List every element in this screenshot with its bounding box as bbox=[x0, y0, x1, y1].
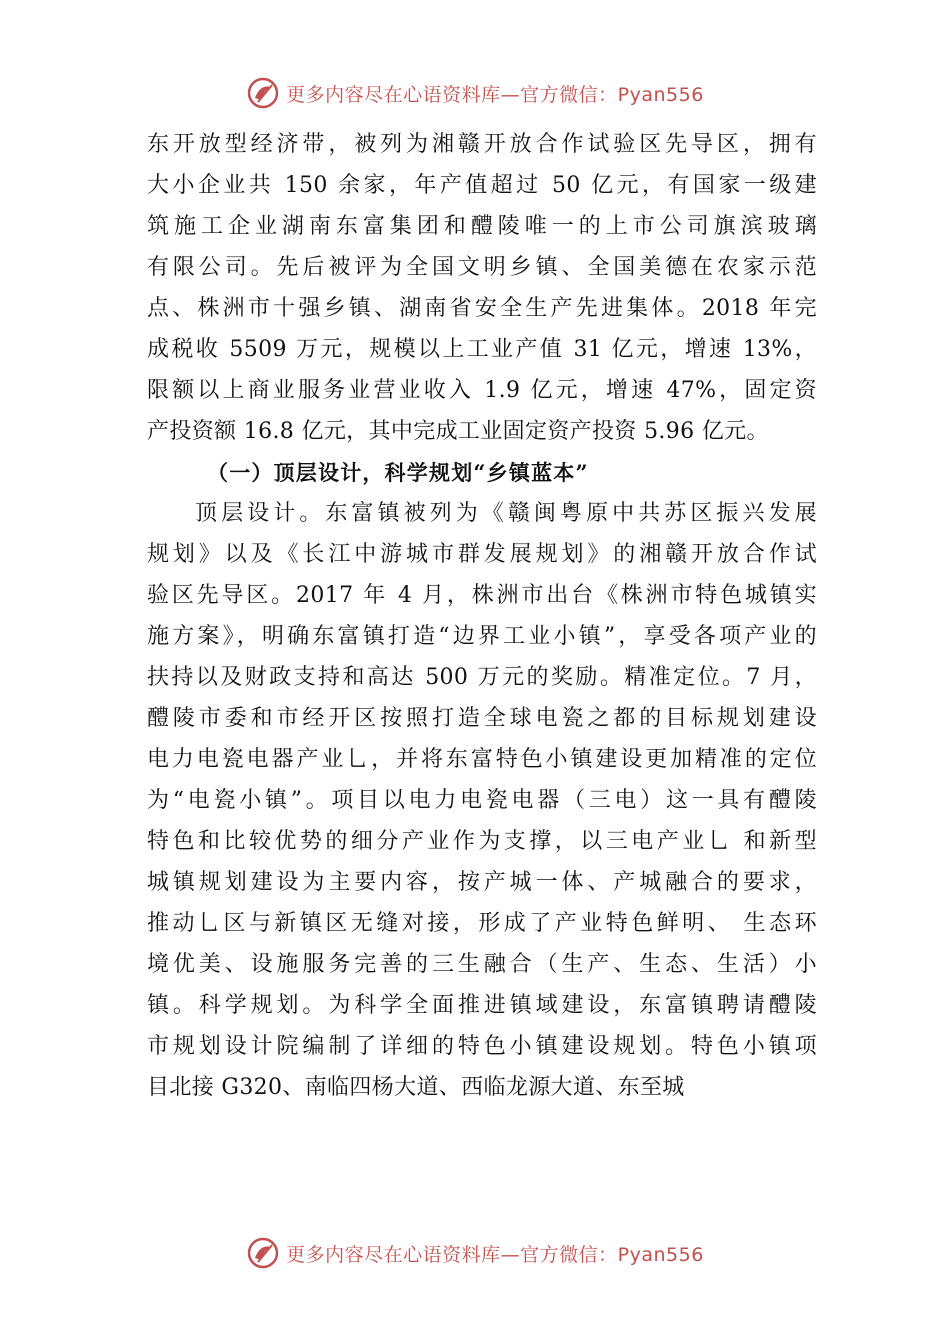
body-line: 东开放型经济带，被列为湘赣开放合作试验区先导区，拥有 bbox=[147, 132, 817, 157]
section-heading: （一）顶层设计，科学规划“乡镇蓝本” bbox=[207, 460, 589, 485]
body-line: 限额以上商业服务业营业收入 1.9 亿元，增速 47%，固定资 bbox=[147, 378, 817, 403]
watermark-text: 更多内容尽在心语资料库—官方微信：Pyan556 bbox=[286, 83, 704, 106]
footer-watermark bbox=[0, 1233, 950, 1273]
body-line: 施方案》，明确东富镇打造“边界工业小镇”，享受各项产业的 bbox=[147, 624, 817, 649]
body-line: 规划》以及《长江中游城市群发展规划》的湘赣开放合作试 bbox=[147, 542, 817, 567]
body-line: 点、株洲市十强乡镇、湖南省安全生产先进集体。2018 年完 bbox=[147, 296, 817, 321]
body-line: 特色和比较优势的细分产业作为支撑，以三电产业⺃ 和新型 bbox=[147, 829, 817, 854]
watermark-logo-icon bbox=[246, 1236, 280, 1270]
body-line: 验区先导区。2017 年 4 月，株洲市出台《株洲市特色城镇实 bbox=[147, 583, 817, 608]
body-line: 产投资额 16.8 亿元，其中完成工业固定资产投资 5.96 亿元。 bbox=[147, 419, 769, 444]
watermark-text: 更多内容尽在心语资料库—官方微信：Pyan556 bbox=[286, 1243, 704, 1266]
body-line: 成税收 5509 万元，规模以上工业产值 31 亿元，增速 13%， bbox=[147, 337, 817, 362]
body-line: 大小企业共 150 余家，年产值超过 50 亿元，有国家一级建 bbox=[147, 173, 817, 198]
body-line: 顶层设计。东富镇被列为《赣闽粤原中共苏区振兴发展 bbox=[195, 501, 817, 526]
body-line: 市规划设计院编制了详细的特色小镇建设规划。特色小镇项 bbox=[147, 1034, 817, 1059]
body-line: 为“电瓷小镇”。项目以电力电瓷电器（三电）这一具有醴陵 bbox=[147, 788, 817, 813]
body-line: 城镇规划建设为主要内容，按产城一体、产城融合的要求， bbox=[147, 870, 817, 895]
body-line: 境优美、设施服务完善的三生融合（生产、生态、生活）小 bbox=[147, 952, 817, 977]
body-line: 扶持以及财政支持和高达 500 万元的奖励。精准定位。7 月， bbox=[147, 665, 817, 690]
body-line: 有限公司。先后被评为全国文明乡镇、全国美德在农家示范 bbox=[147, 255, 817, 280]
body-line: 目北接 G320、南临四杨大道、西临龙源大道、东至城 bbox=[147, 1075, 685, 1100]
document-body bbox=[147, 124, 817, 1108]
header-watermark bbox=[0, 73, 950, 113]
body-line: 镇。科学规划。为科学全面推进镇域建设，东富镇聘请醴陵 bbox=[147, 993, 817, 1018]
body-line: 醴陵市委和市经开区按照打造全球电瓷之都的目标规划建设 bbox=[147, 706, 817, 731]
body-line: 电力电瓷电器产业⺃，并将东富特色小镇建设更加精准的定位 bbox=[147, 747, 817, 772]
watermark-logo-icon bbox=[246, 76, 280, 110]
body-line: 推动⺃区与新镇区无缝对接，形成了产业特色鲜明、 生态环 bbox=[147, 911, 817, 936]
body-line: 筑施工企业湖南东富集团和醴陵唯一的上市公司旗滨玻璃 bbox=[147, 214, 817, 239]
